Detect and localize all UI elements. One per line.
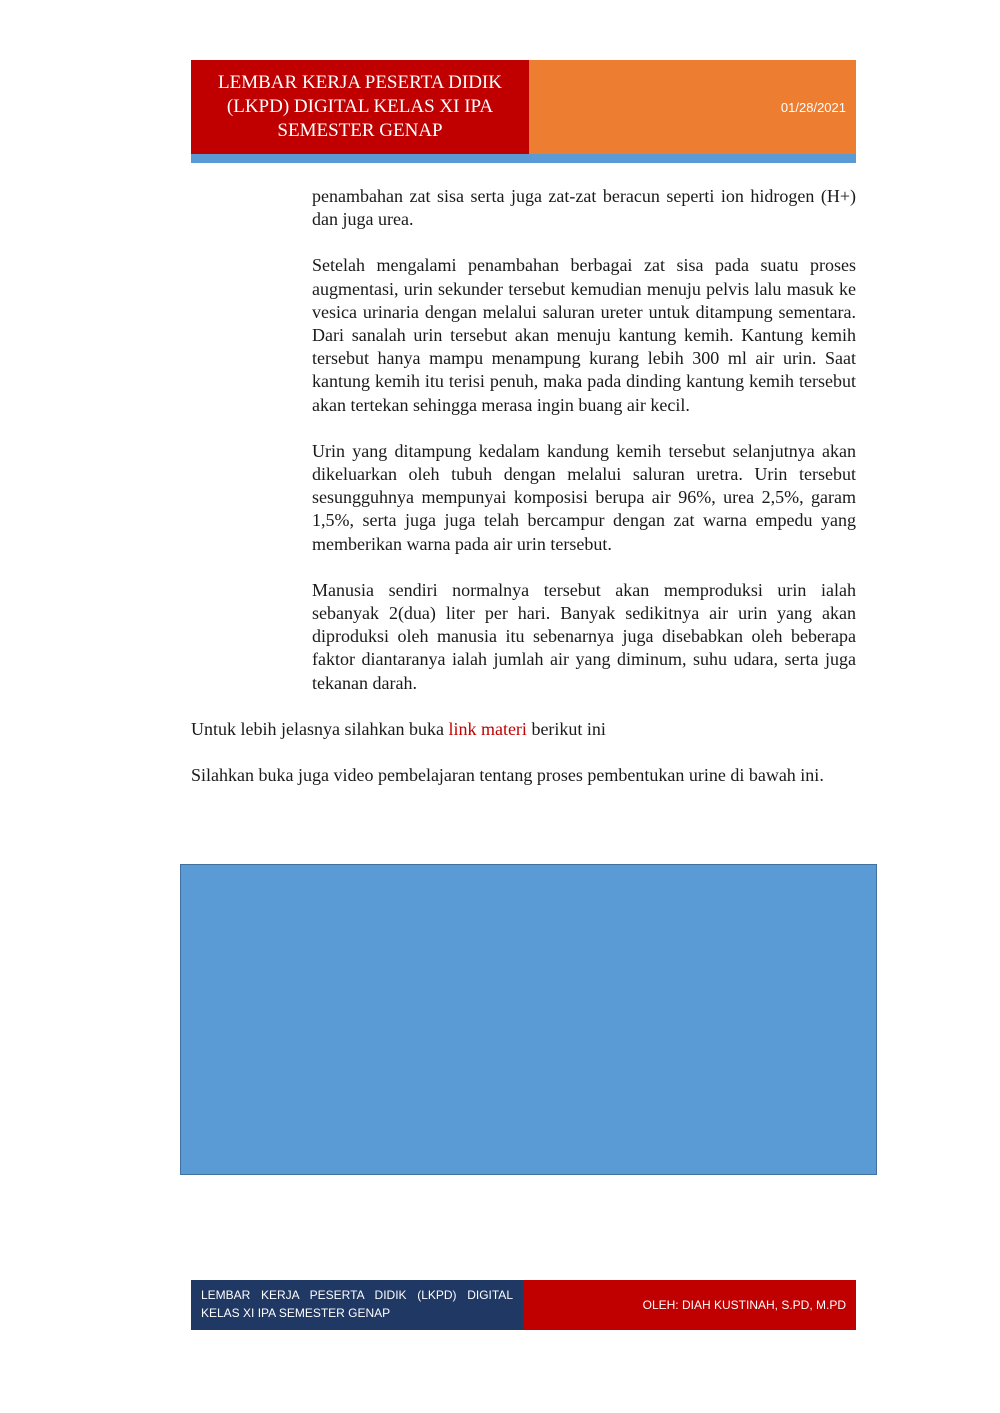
body-paragraph-3: Urin yang ditampung kedalam kandung kemih tersebut selanjutnya akan dikeluarkan oleh tubuh dengan melalui saluran uretra. Urin tersebut sesungguhnya mempunyai komposisi berupa air 96%, urea 2,5%, garam 1,5%, serta juga juga telah bercampur dengan zat warna empedu yang memberikan warna pada air urin tersebut. — [312, 440, 856, 554]
link-prefix-text: Untuk lebih jelasnya silahkan buka — [191, 718, 449, 739]
footer-author: OLEH: DIAH KUSTINAH, S.PD, M.PD — [523, 1280, 856, 1330]
body-paragraph-4: Manusia sendiri normalnya tersebut akan memproduksi urin ialah sebanyak 2(dua) liter per hari. Banyak sedikitnya air urin yang akan diproduksi oleh manusia itu sebenarnya juga disebabkan oleh beberapa faktor diantaranya ialah jumlah air yang diminum, suhu udara, serta juga tekanan darah. — [312, 579, 856, 693]
header-title: LEMBAR KERJA PESERTA DIDIK (LKPD) DIGITAL KELAS XI IPA SEMESTER GENAP — [191, 60, 529, 154]
body-paragraph-2: Setelah mengalami penambahan berbagai zat sisa pada suatu proses augmentasi, urin sekunder tersebut kemudian menuju pelvis lalu masuk ke vesica urinaria dengan melalui saluran ureter untuk ditampung sementara. Dari sanalah urin tersebut akan menuju kantung kemih. Kantung kemih tersebut hanya mampu menampung kurang lebih 300 ml air urin. Saat kantung kemih itu terisi penuh, maka pada dinding kantung kemih tersebut akan tertekan sehingga merasa ingin buang air kecil. — [312, 255, 856, 415]
page-header — [191, 60, 856, 154]
materi-link[interactable]: link materi — [448, 718, 527, 739]
video-intro-paragraph: Silahkan buka juga video pembelajaran tentang proses pembentukan urine di bawah ini. — [191, 765, 824, 786]
video-embed-placeholder[interactable] — [180, 864, 877, 1175]
body-paragraph-1: penambahan zat sisa serta juga zat-zat beracun seperti ion hidrogen (H+) dan juga urea. — [312, 186, 856, 230]
footer-title: LEMBAR KERJA PESERTA DIDIK (LKPD) DIGITAL KELAS XI IPA SEMESTER GENAP — [191, 1280, 523, 1330]
page-footer — [191, 1280, 856, 1330]
header-accent-bar — [191, 154, 856, 163]
header-date: 01/28/2021 — [529, 60, 856, 154]
document-body — [191, 185, 856, 810]
indented-section — [312, 185, 856, 695]
link-paragraph — [191, 718, 856, 741]
link-suffix-text: berikut ini — [526, 718, 606, 739]
